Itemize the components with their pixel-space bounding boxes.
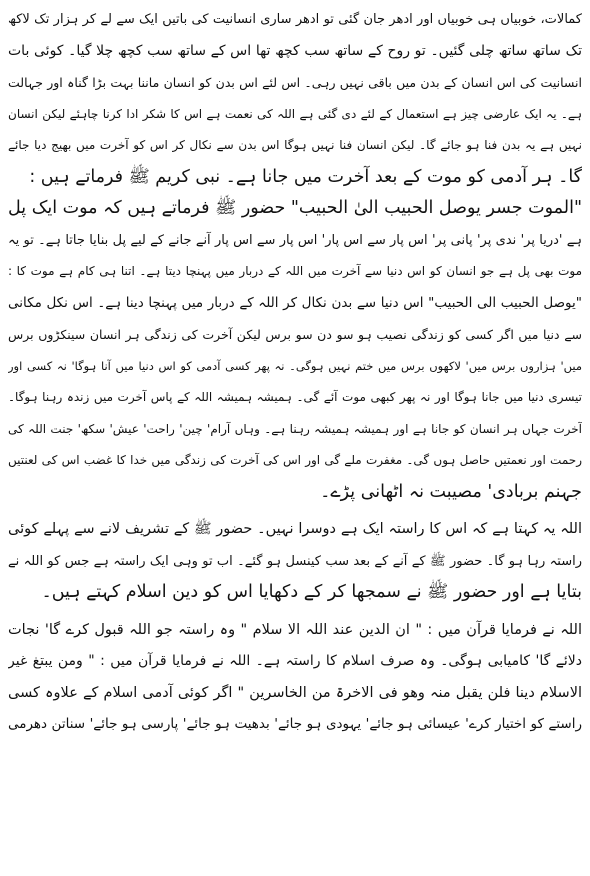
text-line: گا۔ ہر آدمی کو موت کے بعد آخرت میں جانا ہے۔ نبی کریم ﷺ فرماتے ہیں : — [29, 166, 582, 187]
text-line: آخرت جہاں ہر انسان کو جانا ہے اور ہمیشہ ہمیشہ رہنا ہے۔ وہاں آرام' چین' راحت' عیش' سکھ' جنت اللہ کی — [8, 421, 582, 436]
text-line: "یوصل الحبیب الی الحبیب" اس دنیا سے بدن نکال کر اللہ کے دربار میں پہنچا دینا ہے۔ اس نکل مکانی — [8, 294, 582, 311]
text-line: جہنم بربادی' مصیبت نہ اٹھانی پڑے۔ — [320, 481, 582, 502]
text-line: اللہ یہ کہتا ہے کہ اس کا راستہ ایک ہے دوسرا نہیں۔ حضور ﷺ کے تشریف لانے سے پہلے کوئی — [8, 521, 582, 537]
text-line: اللہ نے فرمایا قرآن میں : " ان الدین عند اللہ الا سلام " وہ راستہ جو اللہ قبول کرے گا' نجات — [8, 621, 582, 638]
paragraph-4 — [8, 615, 582, 741]
text-line: کمالات، خوبیاں ہی خوبیاں اور ادھر جان گئی تو ادھر ساری انسانیت کی باتیں ایک سے لے کر ہزار تک لاکھ — [8, 12, 582, 27]
text-line: بتایا ہے اور حضور ﷺ نے سمجھا کر کے دکھایا اس کو دین اسلام کہتے ہیں۔ — [41, 582, 582, 602]
text-line: موت بھی پل ہے جو انسان کو اس دنیا سے آخرت میں اللہ کے دربار میں پہنچا دیتا ہے۔ اتنا ہی کام ہے موت کا : — [8, 264, 582, 278]
text-line: انسانیت کی اس انسان کے بدن میں باقی نہیں رہی۔ اس لئے اس بدن کو انسان ماننا بہت بڑا گناہ اور جہالت — [8, 75, 582, 90]
text-line: الاسلام دینا فلن یقبل منہ وھو فی الاخرۃ من الخاسرین " اگر کوئی آدمی اسلام کے علاوہ کسی — [8, 684, 582, 701]
text-line: میں' ہزاروں برس میں' لاکھوں برس میں ختم نہیں ہوگی۔ نہ پھر کسی آدمی کو اس دنیا میں آنا ہوگا' نہ کسی اور — [8, 358, 582, 373]
text-line: ہے 'دریا پر' ندی پر' پانی پر' اس پار سے اس پار' اس پار سے اس پار آنے جانے کے لیے پل بنایا جاتا ہے۔ تو یہ — [8, 232, 582, 248]
paragraph-1 — [8, 4, 582, 193]
text-line: سے دنیا میں اگر کسی کو زندگی نصیب ہو سو دن سو برس لیکن آخرت کی زندگی ہر انسان سینکڑوں برس — [8, 327, 582, 342]
paragraph-3 — [8, 514, 582, 609]
text-line: رحمت اور نعمتیں حاصل ہوں گی۔ مغفرت ملے گی اور اس کی آخرت کی زندگی میں خدا کا غضب اس کی لعنتیں — [8, 453, 582, 467]
text-line: راستہ رہا ہو گا۔ حضور ﷺ کے آنے کے بعد سب کینسل ہو گئے۔ اب تو وہی ایک راستہ ہے جس کو اللہ نے — [8, 553, 582, 569]
text-line: نہیں ہے یہ بدن فنا ہو جائے گا۔ لیکن انسان فنا نہیں ہوگا اس بدن سے نکال کر اس کو آخرت میں بھیج دیا جائے — [8, 138, 582, 152]
text-line: راستے کو اختیار کرے' عیسائی ہو جائے' یہودی ہو جائے' بدھیت ہو جائے' پارسی ہو جائے' سناتن دھرمی — [8, 716, 582, 732]
text-line: تک ساتھ ساتھ چلی گئیں۔ تو روح کے ساتھ سب کچھ تھا اس کے ساتھ سب کچھ چلا گیا۔ کوئی بات — [8, 42, 582, 59]
paragraph-2 — [8, 193, 582, 508]
text-line: "الموت جسر یوصل الحبیب الیٰ الحبیب" حضور ﷺ فرماتے ہیں کہ موت ایک پل — [8, 198, 582, 218]
text-line: دلائے گا' کامیابی ہوگی۔ وہ صرف اسلام کا راستہ ہے۔ اللہ نے فرمایا قرآن میں : " ومن یبتغ غیر — [8, 653, 582, 669]
text-line: ہے۔ یہ ایک عارضی چیز ہے استعمال کے لئے دی گئی ہے اللہ کی نعمت ہے اس کا شکر ادا کرنا چاہئے لیکن انسان — [8, 106, 582, 121]
text-line: تیسری دنیا میں جانا ہوگا اور نہ پھر کبھی موت آئے گی۔ ہمیشہ ہمیشہ اللہ کے پاس آخرت میں زندہ رہنا ہوگا۔ — [8, 390, 582, 404]
